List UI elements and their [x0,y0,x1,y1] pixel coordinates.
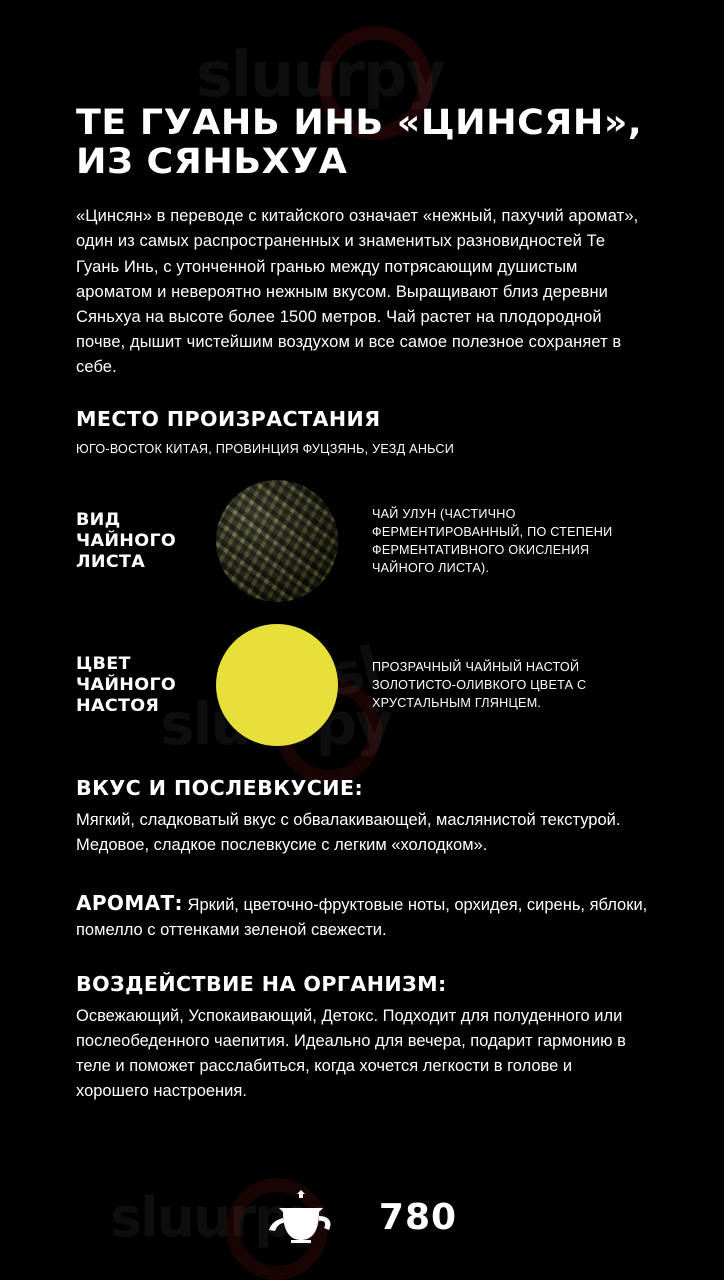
property-label-brew-color: ЦВЕТ ЧАЙНОГО НАСТОЯ [76,654,177,716]
property-text-brew-color: ПРОЗРАЧНЫЙ ЧАЙНЫЙ НАСТОЙ ЗОЛОТИСТО-ОЛИВКОГО ЦВЕТА С ХРУСТАЛЬНЫМ ГЛЯНЦЕМ. [372,659,587,711]
effect-text: Освежающий, Успокаивающий, Детокс. Подходит для полуденного или послеобеденного чаепития. Идеально для вечера, подарит гармонию в теле и поможет расслабиться, когда хочется легкости в голове и хорошего настроения. [76,1007,626,1100]
property-text-leaf-type: ЧАЙ УЛУН (ЧАСТИЧНО ФЕРМЕНТИРОВАННЫЙ, ПО СТЕПЕНИ ФЕРМЕНТАТИВНОГО ОКИСЛЕНИЯ ЧАЙНОГО ЛИСТА). [372,506,613,576]
page-title-line-2: ИЗ СЯНЬХУА [76,142,348,183]
watermark-sluurpy-mid-small: sl [322,634,387,711]
taste-text: Мягкий, сладковатый вкус с обвалакивающей, маслянистой текстурой. Медовое, сладкое послевкусие с легким «холодком». [76,811,621,854]
effect-section [76,972,648,1103]
brew-color-swatch-icon [216,624,338,746]
taste-heading: ВКУС И ПОСЛЕВКУСИЕ: [76,776,364,801]
page-title [76,0,671,182]
watermark-sluurpy-top: sluurpy [196,38,444,111]
property-label-leaf-type: ВИД ЧАЙНОГО ЛИСТА [76,510,177,572]
tea-leaf-swatch-icon [216,480,338,602]
brand-logo-text: 780 [378,1196,458,1238]
aroma-section [76,888,648,943]
page-title-line-1: ТЕ ГУАНЬ ИНЬ «ЦИНСЯН», [76,103,643,143]
aroma-paragraph [76,888,648,943]
place-of-growth-heading: МЕСТО ПРОИЗРАСТАНИЯ [76,406,381,431]
aroma-text: Яркий, цветочно-фруктовые ноты, орхидея, сирень, яблоки, помелло с оттенками зеленой свежести. [76,895,648,939]
effect-heading: ВОЗДЕЙСТВИЕ НА ОРГАНИЗМ: [76,972,447,997]
watermark-sluurpy-bottom: sluurpy [110,1186,325,1249]
place-of-growth-value: ЮГО-ВОСТОК КИТАЯ, ПРОВИНЦИЯ ФУЦЗЯНЬ, УЕЗД АНЬСИ [76,441,455,456]
taste-section [76,776,648,858]
place-of-growth-section [76,407,648,458]
intro-paragraph: «Цинсян» в переводе с китайского означает «нежный, пахучий аромат», один из самых распространенных и знаменитых разновидностей Те Гуань Инь, с утонченной гранью между потрясающим душистым ароматом и невероятно нежным вкусом. Выращивают близ деревни Сяньхуа на высоте более 1500 метров. Чай растет на плодородной почве, дышит чистейшим воздухом и все самое полезное сохраняет в себе. [76,207,639,376]
aroma-heading: АРОМАТ: [76,890,183,915]
property-row-leaf-type [76,480,648,602]
property-row-brew-color [76,624,648,746]
